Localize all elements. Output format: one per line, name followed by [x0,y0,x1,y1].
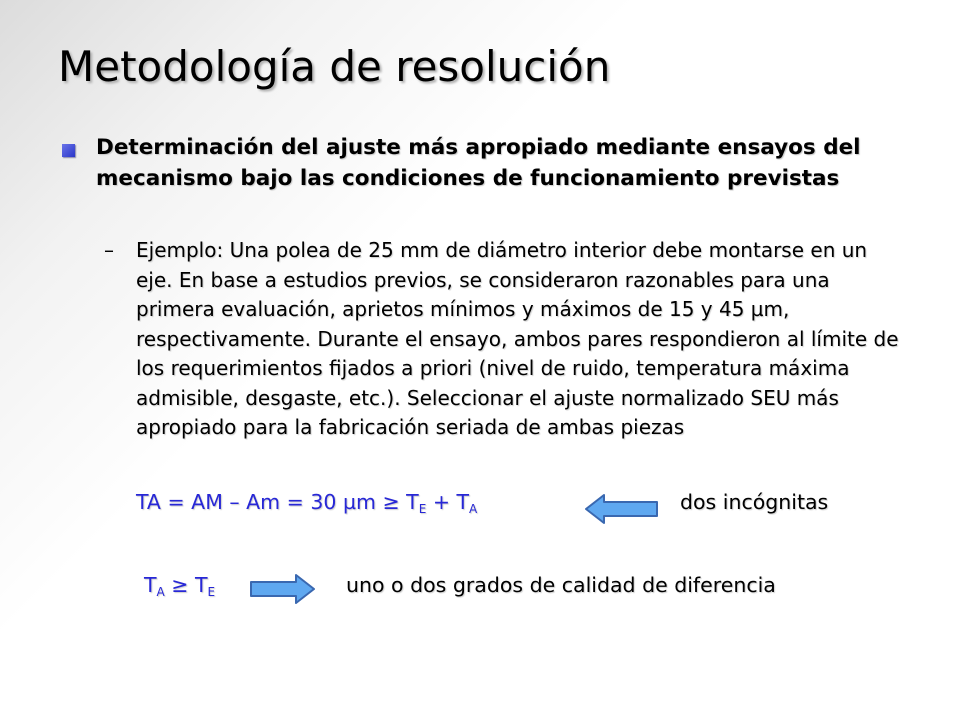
eq2-t: T [144,573,157,597]
note-quality-grades: uno o dos grados de calidad de diferencia [346,573,776,597]
eq2-subscript-e: E [207,585,216,599]
equation-inequality [144,573,215,599]
example-bullet [104,236,904,443]
example-text: Ejemplo: Una polea de 25 mm de diámetro interior debe montarse en un eje. En base a estudios previos, se consideraron razonables para una primera evaluación, aprietos mínimos y máximos de 15 y 45 µm, respectivamente. Durante el ensayo, ambos pares respondieron al límite de los requerimientos fijados a priori (nivel de ruido, temperatura máxima admisible, desgaste, etc.). Seleccionar el ajuste normalizado SEU más apropiado para la fabricación seriada de ambas piezas [136,238,899,439]
subscript-a: A [469,502,478,516]
eq2-geq: ≥ T [164,573,208,597]
dash-marker: – [104,238,114,262]
equation-main: TA = AM – Am = 30 µm ≥ T [136,490,419,514]
main-bullet [60,132,900,194]
left-arrow-icon [584,493,660,525]
subscript-e: E [418,502,427,516]
equation-tolerance [136,490,477,516]
right-arrow-icon [248,573,316,605]
slide-title: Metodología de resolución [58,42,611,91]
square-bullet-icon [62,144,75,157]
equation-plus: + T [426,490,470,514]
bullet-text: Determinación del ajuste más apropiado mediante ensayos del mecanismo bajo las condiciones de funcionamiento previstas [96,135,861,191]
eq2-subscript-a: A [156,585,165,599]
note-unknowns: dos incógnitas [680,490,829,514]
